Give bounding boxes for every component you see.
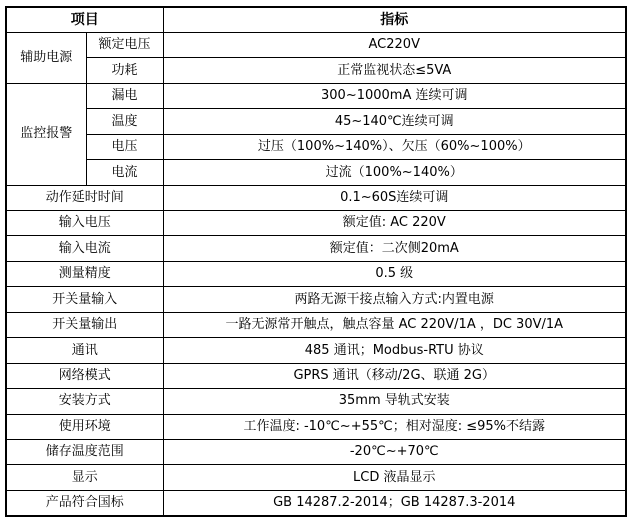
value-cell: GB 14287.2-2014；GB 14287.3-2014 xyxy=(163,490,626,516)
item-cell: 安装方式 xyxy=(6,389,163,414)
item-cell: 动作延时时间 xyxy=(6,185,163,210)
spec-table xyxy=(5,6,627,517)
value-cell: 485 通讯；Modbus-RTU 协议 xyxy=(163,338,626,363)
table-row xyxy=(6,134,626,159)
value-cell: LCD 液晶显示 xyxy=(163,465,626,490)
table-row xyxy=(6,58,626,83)
table-row xyxy=(6,439,626,464)
item-cell: 输入电压 xyxy=(6,211,163,236)
header-item: 项目 xyxy=(6,7,163,32)
table-row xyxy=(6,211,626,236)
value-cell: 0.5 级 xyxy=(163,261,626,286)
value-cell: 正常监视状态≤5VA xyxy=(163,58,626,83)
value-cell: 一路无源常开触点，触点容量 AC 220V/1A ，DC 30V/1A xyxy=(163,312,626,337)
table-row xyxy=(6,490,626,516)
value-cell: AC220V xyxy=(163,32,626,57)
table-row xyxy=(6,389,626,414)
table-row xyxy=(6,312,626,337)
item-cell: 储存温度范围 xyxy=(6,439,163,464)
value-cell: 过压（100%~140%）、欠压（60%~100%） xyxy=(163,134,626,159)
item-cell: 通讯 xyxy=(6,338,163,363)
sub-item-cell: 电压 xyxy=(86,134,163,159)
table-row xyxy=(6,287,626,312)
item-cell: 测量精度 xyxy=(6,261,163,286)
value-cell: 300~1000mA 连续可调 xyxy=(163,83,626,108)
sub-item-cell: 功耗 xyxy=(86,58,163,83)
table-row xyxy=(6,363,626,388)
value-cell: 0.1~60S连续可调 xyxy=(163,185,626,210)
item-cell: 开关量输出 xyxy=(6,312,163,337)
value-cell: 45~140℃连续可调 xyxy=(163,109,626,134)
sub-item-cell: 温度 xyxy=(86,109,163,134)
table-row xyxy=(6,185,626,210)
group-cell-monitor-alarm: 监控报警 xyxy=(6,83,86,185)
value-cell: 35mm 导轨式安装 xyxy=(163,389,626,414)
value-cell: 工作温度: -10℃~+55℃；相对湿度: ≤95%不结露 xyxy=(163,414,626,439)
table-row xyxy=(6,465,626,490)
item-cell: 开关量输入 xyxy=(6,287,163,312)
table-row xyxy=(6,160,626,185)
value-cell: -20℃~+70℃ xyxy=(163,439,626,464)
table-row xyxy=(6,338,626,363)
sub-item-cell: 电流 xyxy=(86,160,163,185)
item-cell: 产品符合国标 xyxy=(6,490,163,516)
table-header-row xyxy=(6,7,626,32)
sub-item-cell: 额定电压 xyxy=(86,32,163,57)
value-cell: 过流（100%~140%） xyxy=(163,160,626,185)
value-cell: 额定值：二次侧20mA xyxy=(163,236,626,261)
table-row xyxy=(6,83,626,108)
item-cell: 使用环境 xyxy=(6,414,163,439)
item-cell: 网络模式 xyxy=(6,363,163,388)
value-cell: 额定值: AC 220V xyxy=(163,211,626,236)
sub-item-cell: 漏电 xyxy=(86,83,163,108)
table-row xyxy=(6,32,626,57)
table-row xyxy=(6,261,626,286)
item-cell: 输入电流 xyxy=(6,236,163,261)
table-row xyxy=(6,109,626,134)
group-cell-aux-power: 辅助电源 xyxy=(6,32,86,83)
table-row xyxy=(6,414,626,439)
table-row xyxy=(6,236,626,261)
value-cell: 两路无源干接点输入方式:内置电源 xyxy=(163,287,626,312)
item-cell: 显示 xyxy=(6,465,163,490)
value-cell: GPRS 通讯（移动/2G、联通 2G） xyxy=(163,363,626,388)
header-indicator: 指标 xyxy=(163,7,626,32)
